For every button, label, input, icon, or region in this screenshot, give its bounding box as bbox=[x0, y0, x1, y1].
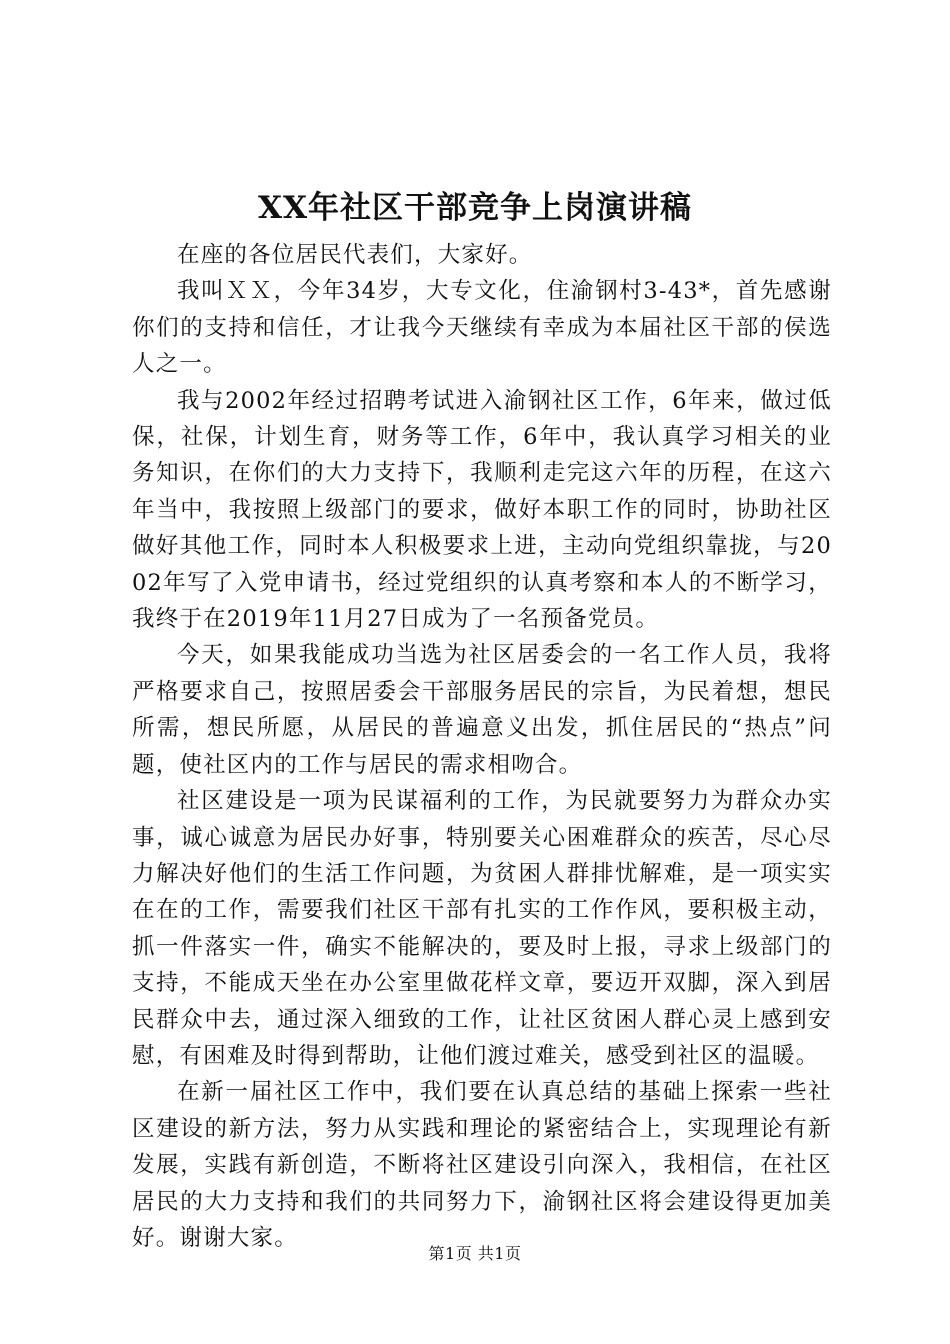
paragraph-introduction: 我叫ＸＸ，今年34岁，大专文化，住渝钢村3-43*，首先感谢你们的支持和信任，才让我今天继续有幸成为本届社区干部的侯选人之一。 bbox=[132, 278, 832, 378]
page-footer: 第1页 共1页 bbox=[428, 1244, 522, 1263]
paragraph-work-history: 我与2002年经过招聘考试进入渝钢社区工作，6年来，做过低保，社保，计划生育，财务等工作，6年中，我认真学习相关的业务知识，在你们的大力支持下，我顺利走完这六年的历程，在这六年当中，我按照上级部门的要求，做好本职工作的同时，协助社区做好其他工作，同时本人积极要求上进，主动向党组织靠拢，与2002年写了入党申请书，经过党组织的认真考察和本人的不断学习，我终于在2019年11月27日成为了一名预备党员。 bbox=[132, 387, 832, 633]
document-title: XX年社区干部竞争上岗演讲稿 bbox=[257, 190, 693, 226]
paragraph-greeting: 在座的各位居民代表们，大家好。 bbox=[177, 242, 533, 268]
paragraph-community-building: 社区建设是一项为民谋福利的工作，为民就要努力为群众办实事，诚心诚意为居民办好事，特别要关心困难群众的疾苦，尽心尽力解决好他们的生活工作问题，为贫困人群排忧解难，是一项实实在在的工作，需要我们社区干部有扎实的工作作风，要积极主动，抓一件落实一件，确实不能解决的，要及时上报，寻求上级部门的支持，不能成天坐在办公室里做花样文章，要迈开双脚，深入到居民群众中去，通过深入细致的工作，让社区贫困人群心灵上感到安慰，有困难及时得到帮助，让他们渡过难关，感受到社区的温暖。 bbox=[132, 788, 832, 1069]
paragraph-commitment: 今天，如果我能成功当选为社区居委会的一名工作人员，我将严格要求自己，按照居委会干部服务居民的宗旨，为民着想，想民所需，想民所愿，从居民的普遍意义出发，抓住居民的“热点”问题，使社区内的工作与居民的需求相吻合。 bbox=[132, 642, 832, 778]
paragraph-closing: 在新一届社区工作中，我们要在认真总结的基础上探索一些社区建设的新方法，努力从实践和理论的紧密结合上，实现理论有新发展，实践有新创造，不断将社区建设引向深入，我相信，在社区居民的大力支持和我们的共同努力下，渝钢社区将会建设得更加美好。谢谢大家。 bbox=[132, 1079, 832, 1251]
document-body bbox=[132, 237, 832, 1256]
